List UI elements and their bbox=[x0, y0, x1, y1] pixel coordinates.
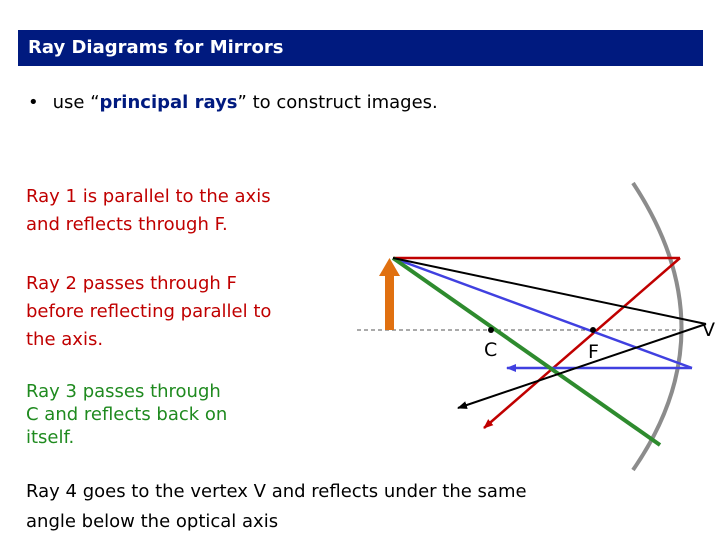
bullet-highlight: principal rays bbox=[99, 92, 238, 113]
ray2-incident bbox=[393, 258, 692, 368]
ray1-line-2: and reflects through F. bbox=[26, 214, 228, 235]
object-arrow-shaft bbox=[385, 275, 394, 330]
ray2-line-2: before reflecting parallel to bbox=[26, 301, 272, 322]
center-label: C bbox=[484, 339, 498, 361]
bullet-text-before: use “ bbox=[52, 92, 100, 113]
ray3-line-2: C and reflects back on bbox=[26, 404, 228, 425]
ray2-line-3: the axis. bbox=[26, 329, 104, 350]
bullet-symbol: • bbox=[28, 92, 39, 113]
ray3-line-3: itself. bbox=[26, 427, 75, 448]
ray4-line-1: Ray 4 goes to the vertex V and reflects under the same bbox=[26, 481, 527, 502]
concave-mirror bbox=[633, 183, 682, 470]
center-point bbox=[488, 327, 494, 333]
bullet-text-after: ” to construct images. bbox=[237, 92, 438, 113]
focal-point bbox=[590, 327, 596, 333]
ray3-line-1: Ray 3 passes through bbox=[26, 381, 221, 402]
vertex-label: V bbox=[702, 319, 715, 341]
ray4-line-2: angle below the optical axis bbox=[26, 511, 279, 532]
ray1-line-1: Ray 1 is parallel to the axis bbox=[26, 186, 271, 207]
slide-title: Ray Diagrams for Mirrors bbox=[18, 30, 703, 66]
focal-label: F bbox=[588, 341, 599, 363]
ray2-line-1: Ray 2 passes through F bbox=[26, 273, 237, 294]
